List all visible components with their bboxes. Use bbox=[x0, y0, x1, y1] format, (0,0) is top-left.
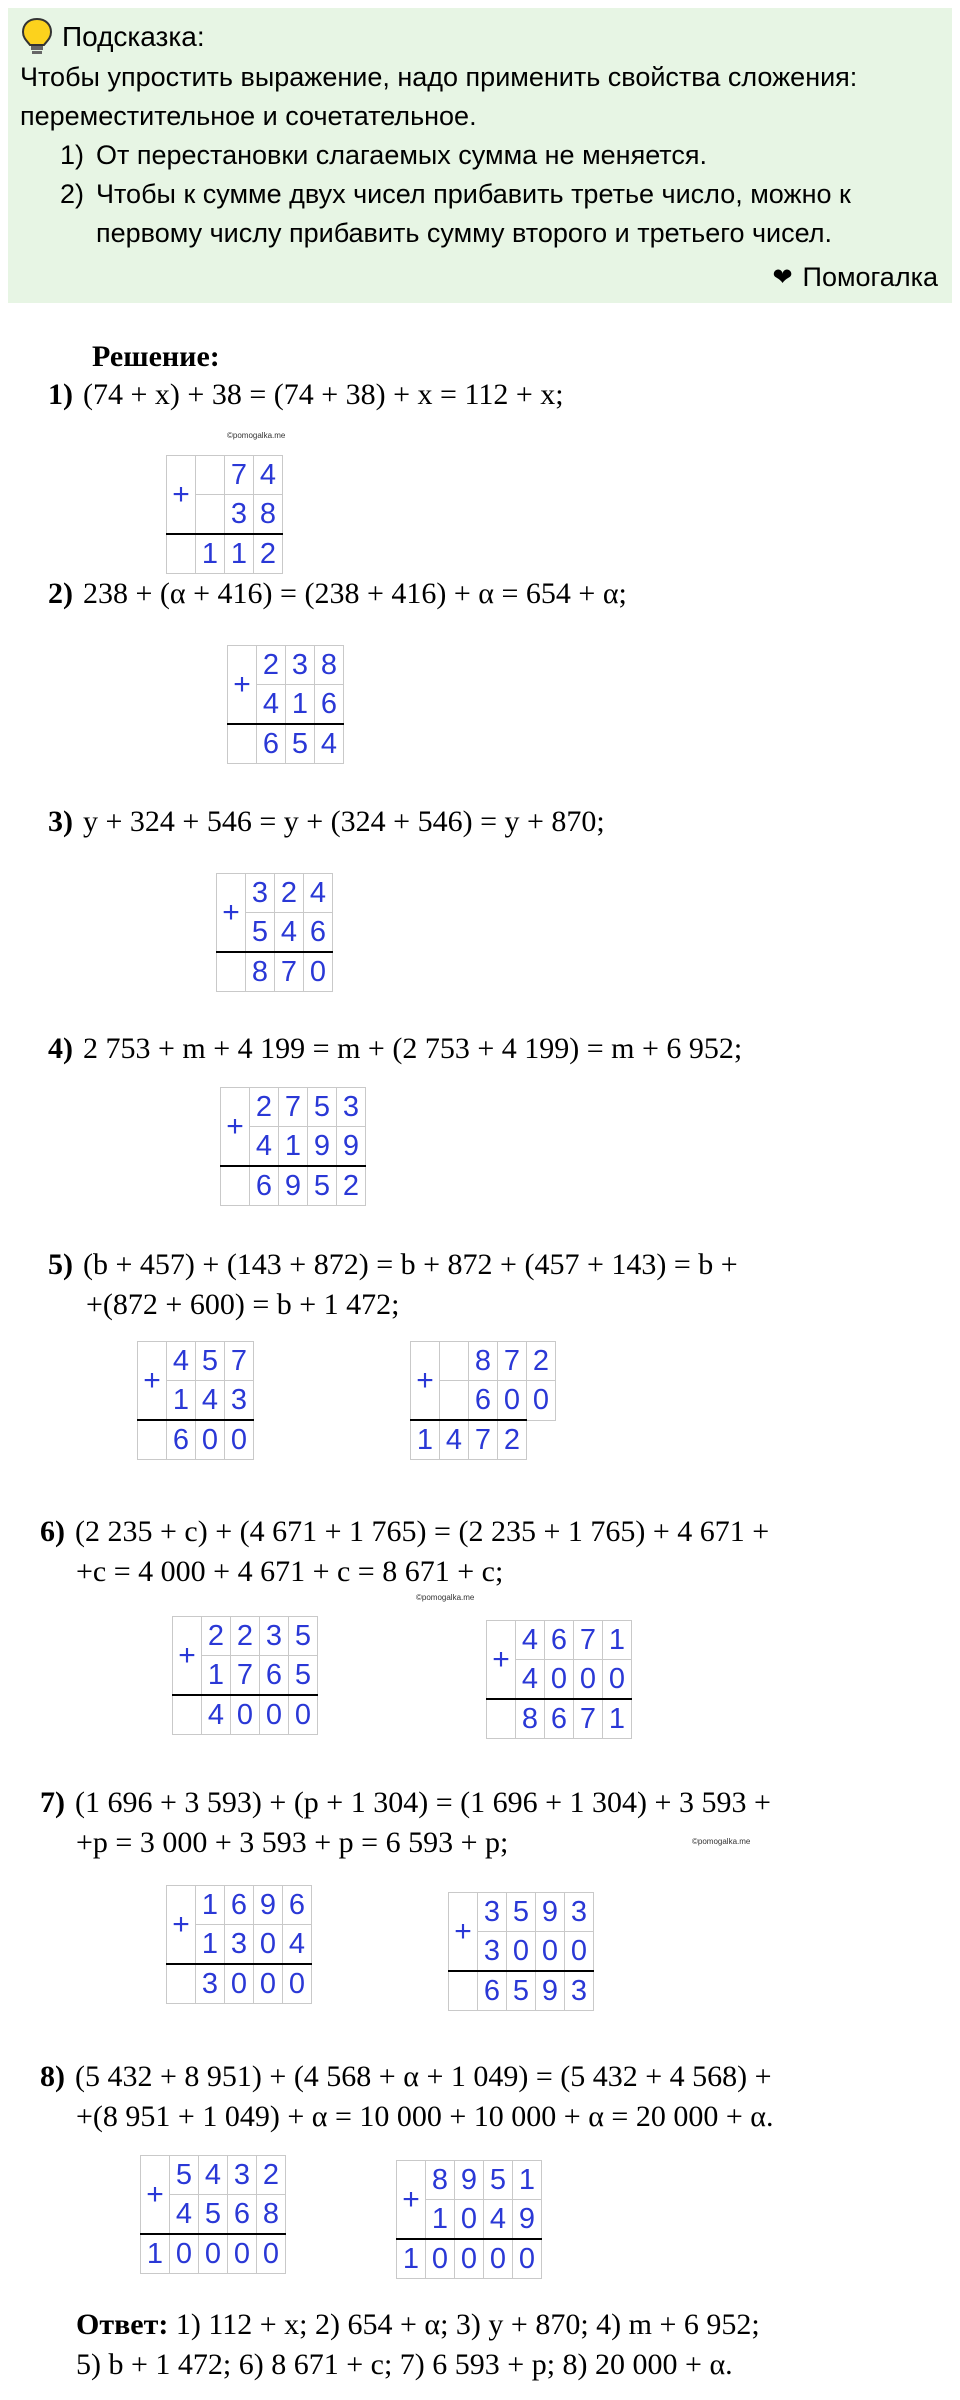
digit: 3 bbox=[225, 495, 254, 535]
column-addition bbox=[410, 1341, 556, 1460]
problem-2 bbox=[48, 577, 627, 611]
digit: 5 bbox=[196, 1342, 225, 1381]
hint-item-2-cont: первому числу прибавить сумму второго и третьего чисел. bbox=[96, 218, 833, 248]
digit: 0 bbox=[498, 1381, 527, 1421]
digit: 0 bbox=[225, 1964, 254, 2004]
digit: 9 bbox=[337, 1127, 366, 1167]
digit: 4 bbox=[304, 874, 333, 913]
digit: 1 bbox=[603, 1699, 632, 1739]
problem-5-cont: +(872 + 600) = b + 1 472; bbox=[86, 1288, 400, 1321]
digit: 1 bbox=[603, 1621, 632, 1660]
digit: 4 bbox=[275, 913, 304, 953]
digit: 6 bbox=[260, 1656, 289, 1696]
digit: 2 bbox=[231, 1617, 260, 1656]
problem-line: 2 753 + m + 4 199 = m + (2 753 + 4 199) = m + 6 952; bbox=[83, 1032, 743, 1065]
empty-cell bbox=[138, 1420, 167, 1460]
digit bbox=[196, 495, 225, 535]
heart-icon: ❤ bbox=[772, 264, 793, 291]
hint-box bbox=[8, 8, 952, 303]
column-addition bbox=[140, 2155, 286, 2274]
digit: 4 bbox=[170, 2195, 199, 2235]
digit: 8 bbox=[516, 1699, 545, 1739]
digit: 6 bbox=[304, 913, 333, 953]
digit: 1 bbox=[196, 1925, 225, 1965]
digit: 4 bbox=[440, 1420, 469, 1460]
answer-block bbox=[76, 2305, 760, 2385]
plus-sign: + bbox=[141, 2156, 170, 2235]
digit: 7 bbox=[469, 1420, 498, 1460]
digit: 0 bbox=[455, 2200, 484, 2240]
digit: 3 bbox=[565, 1893, 594, 1932]
problem-num: 6) bbox=[40, 1515, 65, 1548]
digit: 3 bbox=[196, 1964, 225, 2004]
digit: 6 bbox=[283, 1886, 312, 1925]
digit: 0 bbox=[257, 2234, 286, 2274]
digit: 5 bbox=[507, 1893, 536, 1932]
digit: 5 bbox=[484, 2161, 513, 2200]
problem-num: 2) bbox=[48, 577, 73, 610]
answer-line-2: 5) b + 1 472; 6) 8 671 + c; 7) 6 593 + p; 8) 20 000 + α. bbox=[76, 2348, 733, 2381]
watermark: ©pomogalka.me bbox=[692, 1837, 751, 1846]
plus-sign: + bbox=[167, 456, 196, 535]
empty-cell bbox=[228, 724, 257, 764]
digit: 8 bbox=[315, 646, 344, 685]
problem-line: (5 432 + 8 951) + (4 568 + α + 1 049) = (5 432 + 4 568) + bbox=[75, 2060, 772, 2093]
hint-item-1 bbox=[20, 136, 938, 175]
digit: 3 bbox=[478, 1932, 507, 1972]
digit: 0 bbox=[545, 1660, 574, 1700]
digit: 3 bbox=[225, 1925, 254, 1965]
column-addition bbox=[486, 1620, 632, 1739]
digit: 9 bbox=[455, 2161, 484, 2200]
watermark: ©pomogalka.me bbox=[227, 431, 286, 440]
problem-line: 238 + (α + 416) = (238 + 416) + α = 654 + α; bbox=[83, 577, 627, 610]
digit bbox=[440, 1342, 469, 1381]
digit: 1 bbox=[513, 2161, 542, 2200]
digit: 3 bbox=[286, 646, 315, 685]
digit: 3 bbox=[337, 1088, 366, 1127]
plus-sign: + bbox=[167, 1886, 196, 1965]
solution-label: Решение: bbox=[92, 340, 220, 373]
hint-item-2-text: Чтобы к сумме двух чисел прибавить третье число, можно к bbox=[96, 179, 851, 209]
plus-sign: + bbox=[487, 1621, 516, 1700]
column-addition bbox=[227, 645, 344, 764]
digit: 0 bbox=[289, 1695, 318, 1735]
problem-6 bbox=[40, 1515, 769, 1549]
digit: 9 bbox=[279, 1166, 308, 1206]
digit: 0 bbox=[484, 2239, 513, 2279]
digit bbox=[196, 456, 225, 495]
digit: 0 bbox=[304, 952, 333, 992]
digit: 4 bbox=[484, 2200, 513, 2240]
digit: 4 bbox=[250, 1127, 279, 1167]
problem-7-cont: +p = 3 000 + 3 593 + p = 6 593 + p; bbox=[76, 1826, 509, 1859]
digit: 2 bbox=[498, 1420, 527, 1460]
digit: 6 bbox=[545, 1621, 574, 1660]
hint-item-1-num: 1) bbox=[60, 140, 85, 170]
hint-item-1-text: От перестановки слагаемых сумма не меняется. bbox=[96, 140, 707, 170]
problem-7 bbox=[40, 1786, 771, 1820]
digit: 0 bbox=[527, 1381, 556, 1421]
problem-line: (2 235 + c) + (4 671 + 1 765) = (2 235 + 1 765) + 4 671 + bbox=[75, 1515, 770, 1548]
digit: 6 bbox=[478, 1971, 507, 2011]
column-addition bbox=[220, 1087, 366, 1206]
digit: 0 bbox=[603, 1660, 632, 1700]
answer-line-1 bbox=[76, 2305, 760, 2345]
problem-line: (74 + x) + 38 = (74 + 38) + x = 112 + x; bbox=[83, 378, 564, 411]
problem-4 bbox=[48, 1032, 742, 1066]
digit: 7 bbox=[279, 1088, 308, 1127]
answer-label: Ответ: bbox=[76, 2308, 169, 2341]
digit: 0 bbox=[231, 1695, 260, 1735]
digit: 0 bbox=[170, 2234, 199, 2274]
digit: 6 bbox=[228, 2195, 257, 2235]
digit: 7 bbox=[574, 1699, 603, 1739]
problem-8 bbox=[40, 2060, 772, 2094]
digit: 8 bbox=[254, 495, 283, 535]
column-addition bbox=[396, 2160, 542, 2279]
plus-sign: + bbox=[449, 1893, 478, 1972]
digit: 9 bbox=[513, 2200, 542, 2240]
digit: 6 bbox=[469, 1381, 498, 1421]
digit: 4 bbox=[315, 724, 344, 764]
hint-item-2-num: 2) bbox=[60, 179, 85, 209]
digit: 5 bbox=[289, 1656, 318, 1696]
digit: 8 bbox=[246, 952, 275, 992]
problem-line: (b + 457) + (143 + 872) = b + 872 + (457 + 143) = b + bbox=[83, 1248, 738, 1281]
digit: 4 bbox=[167, 1342, 196, 1381]
hint-item-2 bbox=[20, 175, 938, 214]
digit: 1 bbox=[426, 2200, 455, 2240]
digit: 7 bbox=[574, 1621, 603, 1660]
digit: 0 bbox=[536, 1932, 565, 1972]
lightbulb-icon bbox=[20, 16, 54, 56]
problem-6-cont: +c = 4 000 + 4 671 + c = 8 671 + c; bbox=[76, 1555, 504, 1588]
digit: 3 bbox=[246, 874, 275, 913]
plus-sign: + bbox=[217, 874, 246, 953]
digit: 0 bbox=[283, 1964, 312, 2004]
digit: 7 bbox=[231, 1656, 260, 1696]
digit: 0 bbox=[225, 1420, 254, 1460]
empty-cell bbox=[167, 534, 196, 574]
digit: 4 bbox=[199, 2156, 228, 2195]
digit: 0 bbox=[254, 1964, 283, 2004]
digit: 7 bbox=[275, 952, 304, 992]
digit: 6 bbox=[250, 1166, 279, 1206]
problem-num: 5) bbox=[48, 1248, 73, 1281]
column-addition bbox=[216, 873, 333, 992]
digit: 9 bbox=[308, 1127, 337, 1167]
digit: 0 bbox=[565, 1932, 594, 1972]
digit: 5 bbox=[308, 1088, 337, 1127]
hint-intro-2: переместительное и сочетательное. bbox=[20, 101, 477, 131]
digit: 5 bbox=[308, 1166, 337, 1206]
digit: 5 bbox=[170, 2156, 199, 2195]
digit: 2 bbox=[275, 874, 304, 913]
digit: 0 bbox=[426, 2239, 455, 2279]
problem-num: 3) bbox=[48, 805, 73, 838]
digit: 2 bbox=[257, 646, 286, 685]
digit: 4 bbox=[516, 1660, 545, 1700]
brand[interactable] bbox=[772, 258, 938, 297]
digit: 5 bbox=[199, 2195, 228, 2235]
column-addition bbox=[166, 455, 283, 574]
digit: 5 bbox=[289, 1617, 318, 1656]
plus-sign: + bbox=[173, 1617, 202, 1696]
digit: 2 bbox=[337, 1166, 366, 1206]
digit: 1 bbox=[397, 2239, 426, 2279]
hint-title: Подсказка: bbox=[62, 20, 205, 52]
plus-sign: + bbox=[397, 2161, 426, 2240]
problem-num: 1) bbox=[48, 378, 73, 411]
digit: 8 bbox=[257, 2195, 286, 2235]
column-addition bbox=[166, 1885, 312, 2004]
digit: 6 bbox=[315, 685, 344, 725]
digit: 9 bbox=[254, 1886, 283, 1925]
problem-num: 4) bbox=[48, 1032, 73, 1065]
watermark: ©pomogalka.me bbox=[416, 1593, 475, 1602]
column-addition bbox=[137, 1341, 254, 1460]
problem-1 bbox=[48, 378, 564, 412]
digit: 3 bbox=[260, 1617, 289, 1656]
digit: 1 bbox=[141, 2234, 170, 2274]
digit bbox=[440, 1381, 469, 1421]
digit: 0 bbox=[513, 2239, 542, 2279]
digit: 1 bbox=[167, 1381, 196, 1421]
digit: 1 bbox=[286, 685, 315, 725]
digit: 8 bbox=[426, 2161, 455, 2200]
digit: 8 bbox=[469, 1342, 498, 1381]
digit: 0 bbox=[254, 1925, 283, 1965]
digit: 0 bbox=[574, 1660, 603, 1700]
problem-num: 7) bbox=[40, 1786, 65, 1819]
digit: 5 bbox=[286, 724, 315, 764]
digit: 4 bbox=[202, 1695, 231, 1735]
digit: 0 bbox=[228, 2234, 257, 2274]
problem-line: (1 696 + 3 593) + (p + 1 304) = (1 696 + 1 304) + 3 593 + bbox=[75, 1786, 771, 1819]
empty-cell bbox=[221, 1166, 250, 1206]
problem-5 bbox=[48, 1248, 738, 1282]
digit: 0 bbox=[455, 2239, 484, 2279]
digit: 0 bbox=[199, 2234, 228, 2274]
hint-header bbox=[20, 14, 938, 58]
digit: 9 bbox=[536, 1893, 565, 1932]
digit: 3 bbox=[565, 1971, 594, 2011]
hint-intro-1: Чтобы упростить выражение, надо применить свойства сложения: bbox=[20, 62, 858, 92]
column-addition bbox=[448, 1892, 594, 2011]
empty-cell bbox=[217, 952, 246, 992]
digit: 0 bbox=[507, 1932, 536, 1972]
digit: 0 bbox=[260, 1695, 289, 1735]
digit: 6 bbox=[225, 1886, 254, 1925]
digit: 6 bbox=[257, 724, 286, 764]
problem-num: 8) bbox=[40, 2060, 65, 2093]
brand-name: Помогалка bbox=[802, 262, 938, 292]
digit: 4 bbox=[196, 1381, 225, 1421]
digit: 0 bbox=[196, 1420, 225, 1460]
empty-cell bbox=[487, 1699, 516, 1739]
digit: 4 bbox=[257, 685, 286, 725]
digit: 4 bbox=[254, 456, 283, 495]
empty-cell bbox=[449, 1971, 478, 2011]
digit: 5 bbox=[507, 1971, 536, 2011]
digit: 1 bbox=[196, 534, 225, 574]
digit: 2 bbox=[202, 1617, 231, 1656]
digit: 1 bbox=[202, 1656, 231, 1696]
plus-sign: + bbox=[221, 1088, 250, 1167]
plus-sign: + bbox=[411, 1342, 440, 1421]
digit: 4 bbox=[283, 1925, 312, 1965]
digit: 7 bbox=[498, 1342, 527, 1381]
digit: 3 bbox=[478, 1893, 507, 1932]
answer-text-1: 1) 112 + x; 2) 654 + α; 3) y + 870; 4) m + 6 952; bbox=[175, 2308, 760, 2341]
digit: 7 bbox=[225, 456, 254, 495]
digit: 1 bbox=[225, 534, 254, 574]
digit: 2 bbox=[254, 534, 283, 574]
digit: 9 bbox=[536, 1971, 565, 2011]
digit: 1 bbox=[279, 1127, 308, 1167]
digit: 4 bbox=[516, 1621, 545, 1660]
plus-sign: + bbox=[228, 646, 257, 725]
empty-cell bbox=[167, 1964, 196, 2004]
problem-8-cont: +(8 951 + 1 049) + α = 10 000 + 10 000 + α = 20 000 + α. bbox=[76, 2100, 774, 2133]
empty-cell bbox=[173, 1695, 202, 1735]
problem-line: y + 324 + 546 = y + (324 + 546) = y + 870; bbox=[83, 805, 605, 838]
digit: 7 bbox=[225, 1342, 254, 1381]
column-addition bbox=[172, 1616, 318, 1735]
plus-sign: + bbox=[138, 1342, 167, 1421]
digit: 2 bbox=[527, 1342, 556, 1381]
digit: 3 bbox=[225, 1381, 254, 1421]
digit: 2 bbox=[257, 2156, 286, 2195]
digit: 1 bbox=[196, 1886, 225, 1925]
digit: 6 bbox=[167, 1420, 196, 1460]
digit: 2 bbox=[250, 1088, 279, 1127]
digit: 6 bbox=[545, 1699, 574, 1739]
problem-3 bbox=[48, 805, 605, 839]
digit: 5 bbox=[246, 913, 275, 953]
digit: 1 bbox=[411, 1420, 440, 1460]
digit: 3 bbox=[228, 2156, 257, 2195]
